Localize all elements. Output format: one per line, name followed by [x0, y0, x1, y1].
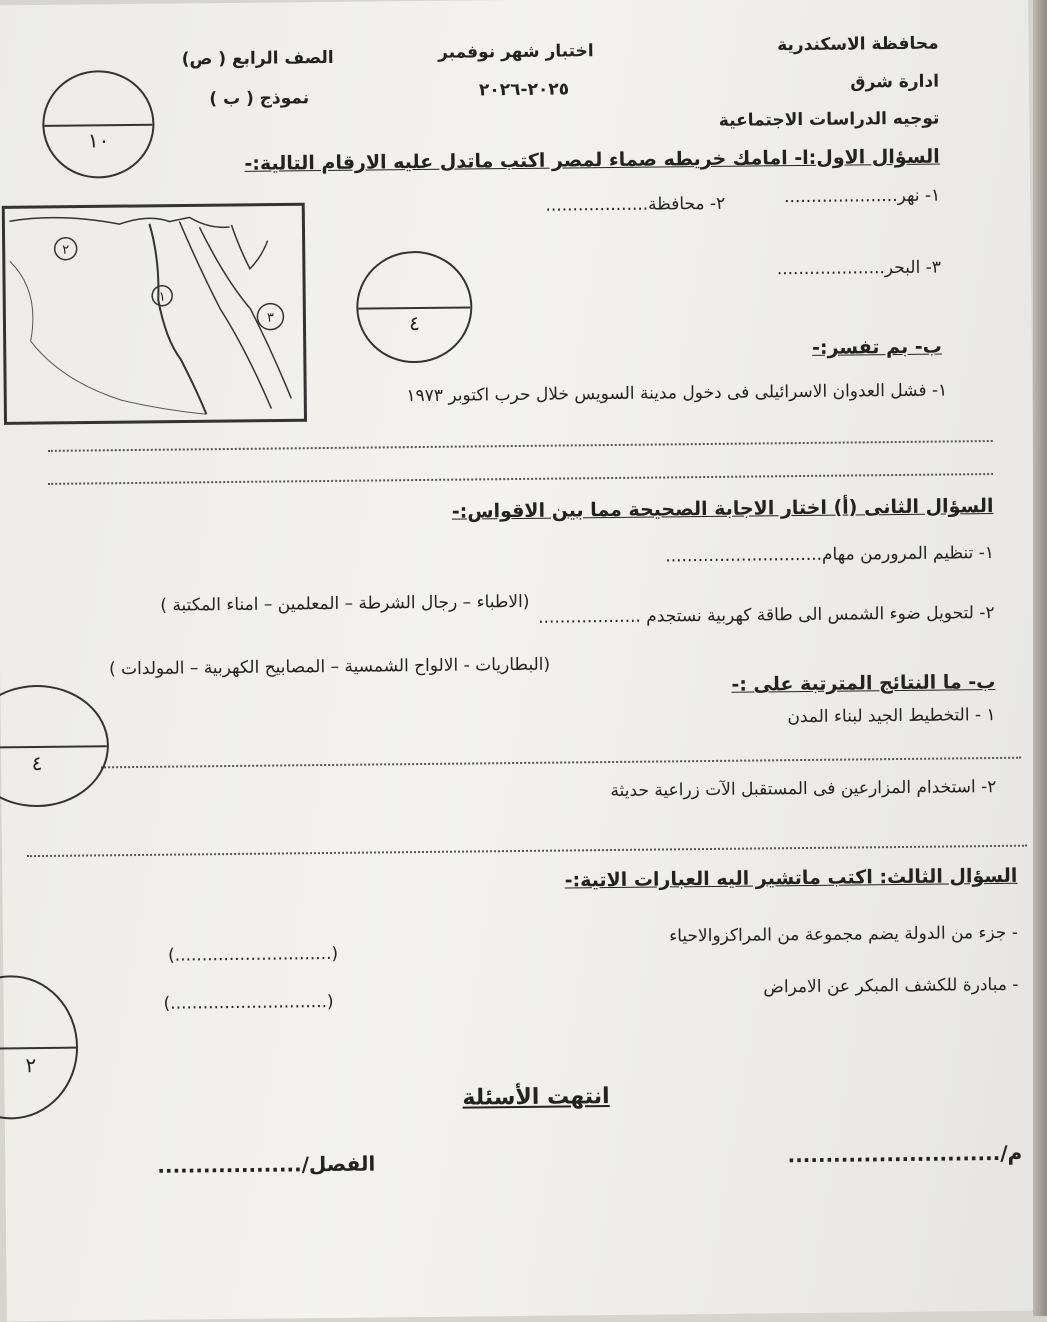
- grade-circle-q3: ٢: [0, 975, 79, 1120]
- q2b-item1: ١ - التخطيط الجيد لبناء المدن: [787, 704, 996, 728]
- answer-line: [101, 757, 1021, 769]
- q3-item2: - مبادرة للكشف المبكر عن الامراض: [763, 974, 1019, 998]
- q1-item-river: ١- نهر.....................: [783, 185, 941, 208]
- answer-line: [48, 440, 993, 452]
- map-label-three: ٣: [266, 310, 274, 326]
- q2-title: السؤال الثانى (أ) اختار الاجابة الصحيحة مما بين الاقواس:-: [451, 495, 994, 523]
- egypt-blank-map: [0, 198, 312, 431]
- q3-item1: - جزء من الدولة يضم مجموعة من المراكزوالاحياء: [669, 922, 1019, 947]
- map-label-two: ٢: [62, 242, 70, 258]
- administration-label: ادارة شرق: [850, 71, 940, 93]
- q2b-item2: ٢- استخدام المزارعين فى المستقبل الآت زراعية حديثة: [610, 776, 997, 802]
- q3-blank1: (.............................): [168, 943, 339, 966]
- governorate-label: محافظة الاسكندرية: [777, 33, 939, 56]
- model-label: نموذج ( ب ): [209, 88, 310, 110]
- q2b-title: ب- ما النتائج المترتبة على :-: [731, 670, 996, 696]
- q2-item2-options: (البطاريات - الالواح الشمسية – المصابيح الكهربية – المولدات ): [108, 654, 551, 680]
- grade-label: الصف الرابع ( ص): [181, 47, 334, 70]
- q1b-title: ب- بم تفسر:-: [811, 335, 942, 359]
- grade-circle-q2: ٤: [0, 684, 110, 808]
- q1-item-sea: ٣- البحر....................: [776, 257, 942, 280]
- q2-item1: ١- تنظيم المرورمن مهام.............................: [665, 543, 995, 567]
- name-label: م/............................: [787, 1140, 1023, 1168]
- q1-item-governorate: ٢- محافظة...................: [545, 193, 726, 216]
- exam-title: اختبار شهر نوفمبر: [437, 41, 594, 63]
- q2-item1-options: (الاطباء – رجال الشرطة – المعلمين – امناء المكتبة ): [160, 591, 530, 616]
- grade-circle-total: ١٠: [42, 70, 155, 179]
- grade-circle-q1: ٤: [356, 250, 473, 363]
- q1b-item1: ١- فشل العدوان الاسرائيلى فى دخول مدينة السويس خلال حرب اكتوبر ١٩٧٣: [406, 380, 948, 407]
- q1-title: السؤال الاول:ا- امامك خريطه صماء لمصر اكتب ماتدل عليه الارقام التالية:-: [244, 145, 940, 175]
- map-label-one: ١: [158, 289, 166, 305]
- answer-line: [48, 473, 993, 485]
- end-of-questions: انتهت الأسئلة: [462, 1084, 610, 1111]
- q3-blank2: (.............................): [163, 991, 334, 1014]
- q3-title: السؤال الثالث: اكتب ماتشير اليه العبارات الاتية:-: [564, 864, 1018, 892]
- answer-line: [27, 845, 1027, 857]
- exam-year: ٢٠٢٥-٢٠٢٦: [478, 79, 570, 101]
- background-edge: [1033, 0, 1047, 1316]
- class-label: الفصل/...................: [157, 1151, 376, 1178]
- department-label: توجيه الدراسات الاجتماعية: [718, 108, 940, 131]
- q2-item2: ٢- لتحويل ضوء الشمس الى طاقة كهربية نستجدم ...................: [538, 603, 995, 628]
